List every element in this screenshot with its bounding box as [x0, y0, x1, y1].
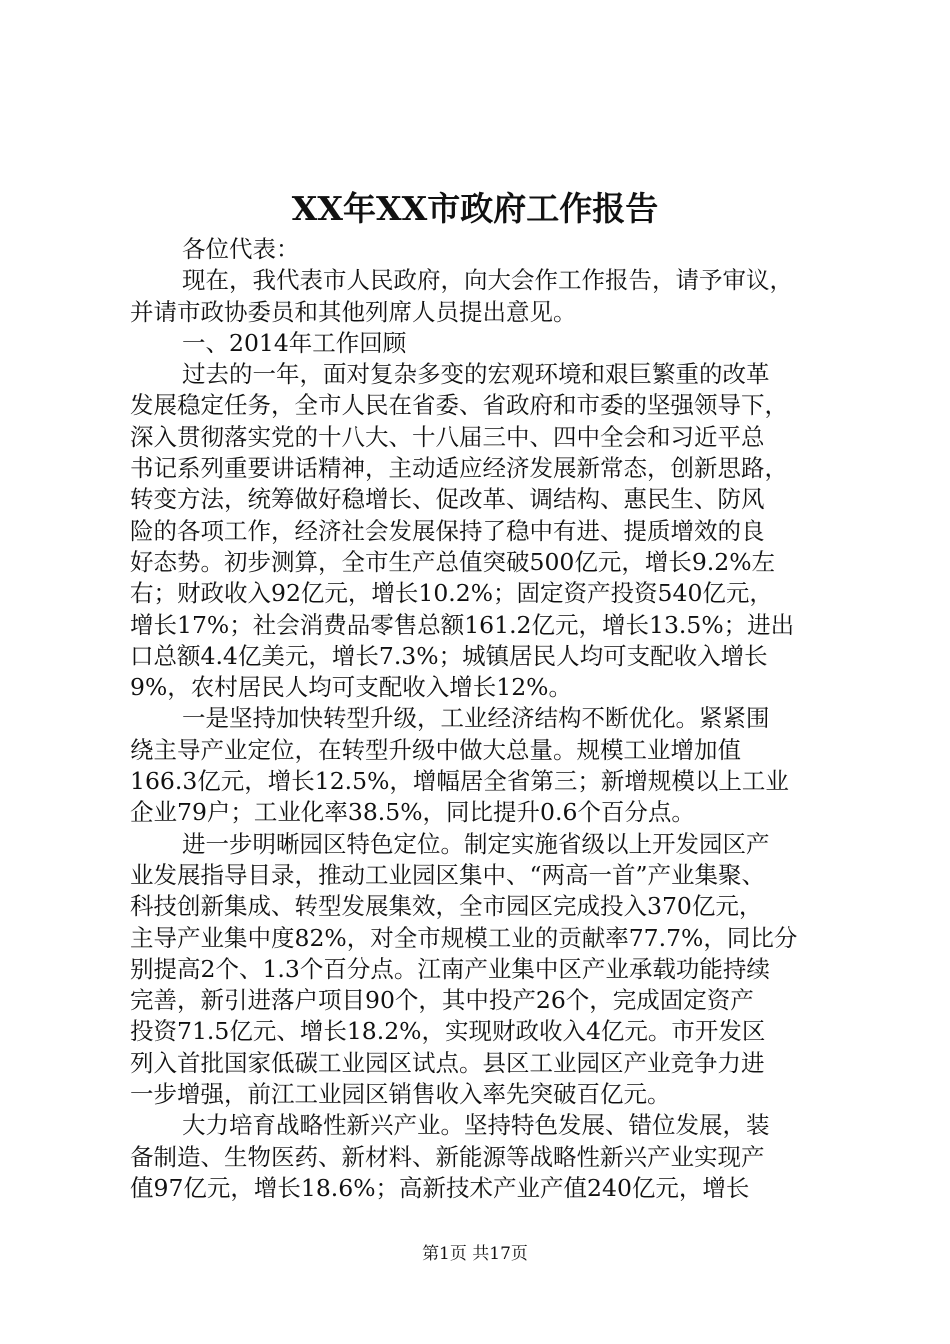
text-line: 一步增强，前江工业园区销售收入率先突破百亿元。 [130, 1080, 671, 1109]
text-line: 列入首批国家低碳工业园区试点。县区工业园区产业竞争力进 [130, 1048, 765, 1077]
text-line: 并请市政协委员和其他列席人员提出意见。 [130, 297, 577, 326]
text-line: 一是坚持加快转型升级，工业经济结构不断优化。紧紧围 [182, 704, 770, 733]
text-line: 投资71.5亿元、增长18.2%，实现财政收入4亿元。市开发区 [130, 1017, 766, 1046]
text-line: 险的各项工作，经济社会发展保持了稳中有进、提质增效的良 [130, 516, 765, 545]
text-line: 9%，农村居民人均可支配收入增长12%。 [130, 673, 573, 702]
document-body [130, 234, 830, 1204]
document-title: XX年XX市政府工作报告 [291, 189, 659, 228]
text-line: 备制造、生物医药、新材料、新能源等战略性新兴产业实现产 [130, 1142, 765, 1171]
page-footer: 第1页 共17页 [422, 1244, 528, 1264]
text-line: 现在，我代表市人民政府，向大会作工作报告，请予审议， [182, 266, 793, 295]
text-line: 口总额4.4亿美元，增长7.3%；城镇居民人均可支配收入增长 [130, 641, 768, 670]
text-line: 各位代表： [182, 235, 300, 263]
text-line: 好态势。初步测算，全市生产总值突破500亿元，增长9.2%左 [130, 547, 776, 576]
text-line: 转变方法，统筹做好稳增长、促改革、调结构、惠民生、防风 [130, 485, 765, 514]
text-line: 过去的一年，面对复杂多变的宏观环境和艰巨繁重的改革 [182, 360, 770, 389]
text-line: 科技创新集成、转型发展集效，全市园区完成投入370亿元， [130, 892, 763, 921]
text-line: 大力培育战略性新兴产业。坚持特色发展、错位发展，装 [182, 1111, 770, 1140]
text-line: 主导产业集中度82%，对全市规模工业的贡献率77.7%，同比分 [130, 923, 798, 952]
text-line: 右；财政收入92亿元，增长10.2%；固定资产投资540亿元， [130, 579, 773, 608]
text-line: 进一步明晰园区特色定位。制定实施省级以上开发园区产 [182, 829, 770, 858]
text-line: 深入贯彻落实党的十八大、十八届三中、四中全会和习近平总 [130, 422, 765, 451]
text-line: 业发展指导目录，推动工业园区集中、“两高一首”产业集聚、 [130, 860, 766, 889]
text-line: 书记系列重要讲话精神，主动适应经济发展新常态，创新思路， [130, 454, 788, 483]
text-line: 绕主导产业定位，在转型升级中做大总量。规模工业增加值 [130, 735, 741, 764]
text-line: 发展稳定任务，全市人民在省委、省政府和市委的坚强领导下， [130, 391, 788, 420]
text-line: 值97亿元，增长18.6%；高新技术产业产值240亿元，增长 [130, 1173, 750, 1202]
text-line: 增长17%；社会消费品零售总额161.2亿元，增长13.5%；进出 [130, 610, 795, 639]
text-line: 完善，新引进落户项目90个，其中投产26个，完成固定资产 [130, 986, 754, 1015]
text-line: 一、2014年工作回顾 [182, 328, 407, 357]
text-line: 企业79户；工业化率38.5%，同比提升0.6个百分点。 [130, 798, 695, 827]
text-line: 166.3亿元，增长12.5%，增幅居全省第三；新增规模以上工业 [130, 767, 789, 796]
text-line: 别提高2个、1.3个百分点。江南产业集中区产业承载功能持续 [130, 954, 770, 983]
